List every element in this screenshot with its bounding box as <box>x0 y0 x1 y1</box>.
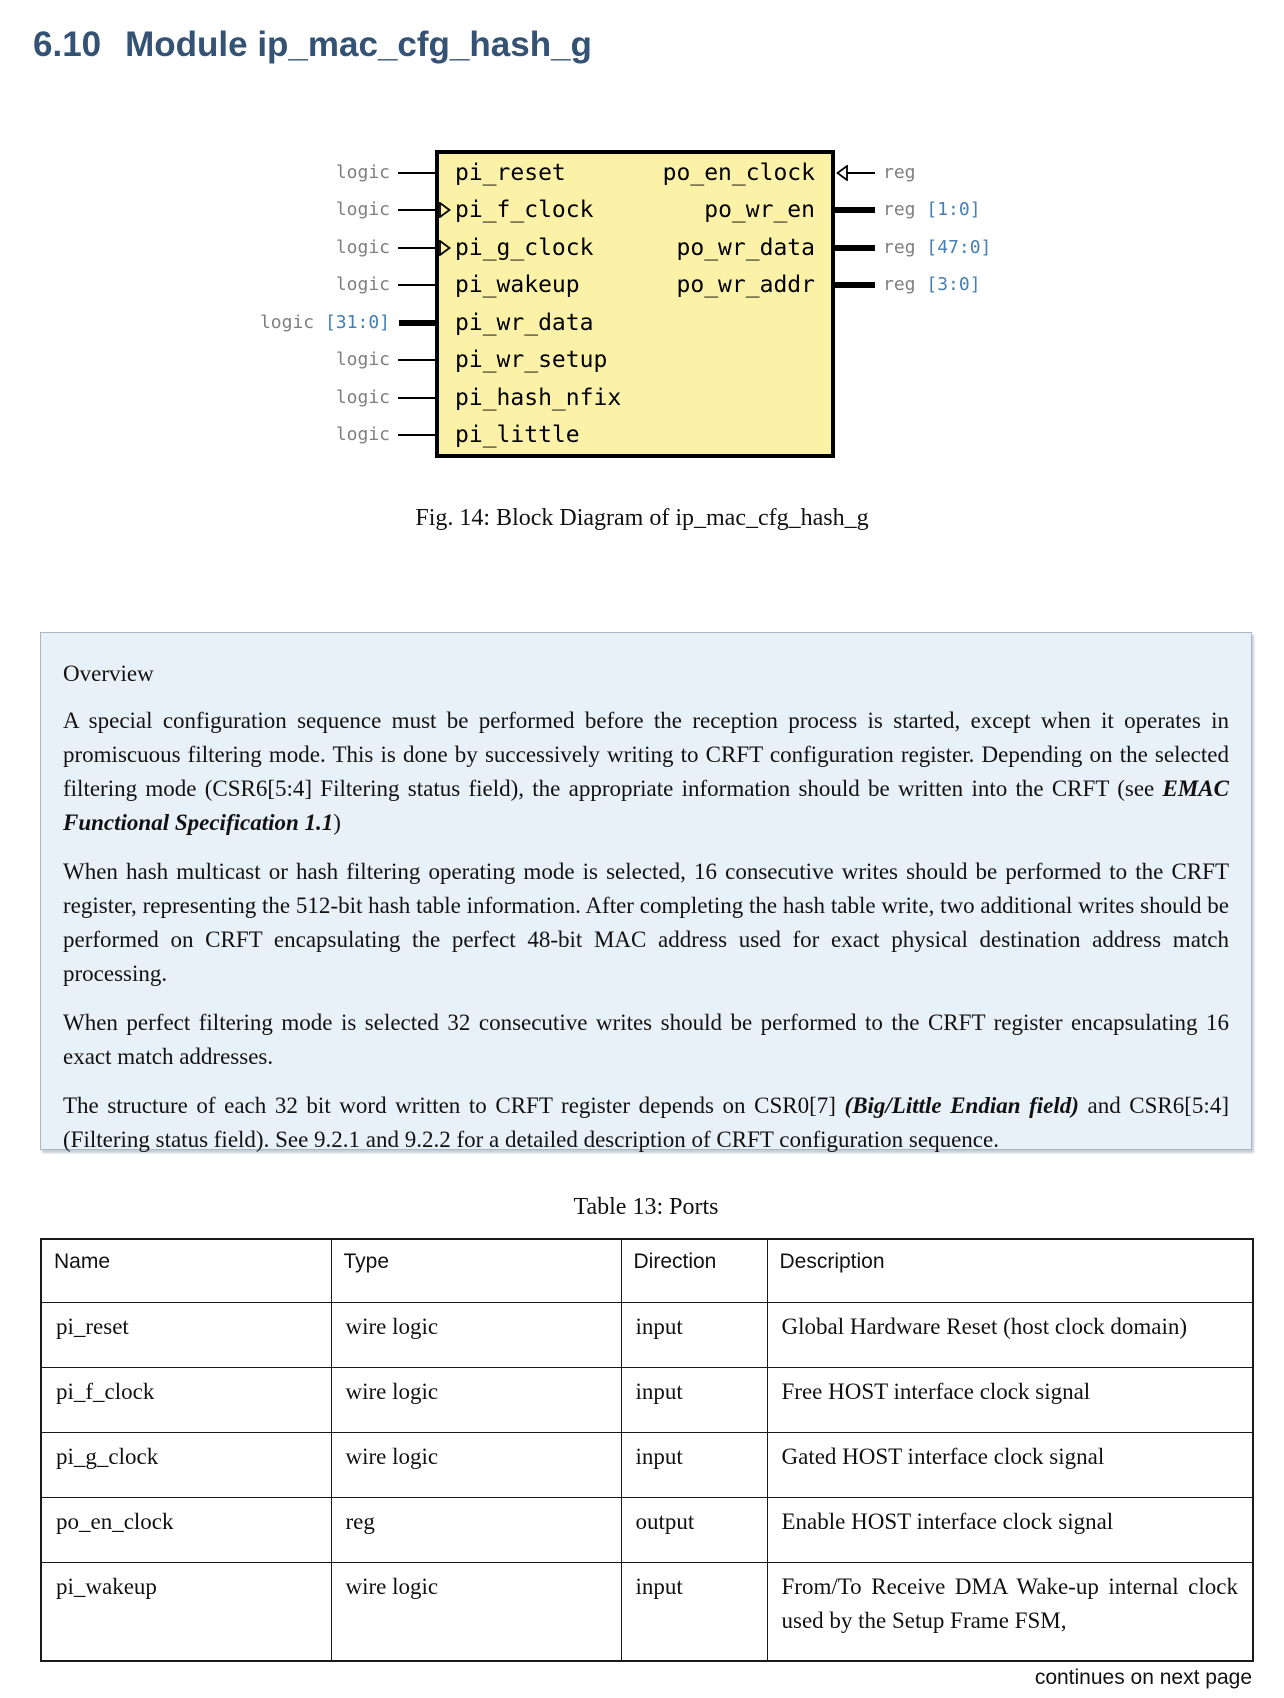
signal-type-text: logic <box>335 386 390 408</box>
port-type-cell: wire logic <box>331 1302 621 1367</box>
column-header: Description <box>767 1239 1253 1302</box>
column-header: Direction <box>621 1239 767 1302</box>
port-type-label <box>150 387 390 409</box>
port-label: pi_g_clock <box>455 234 594 261</box>
port-direction-cell: input <box>621 1432 767 1497</box>
port-description-cell: From/To Receive DMA Wake-up internal clock used by the Setup Frame FSM, <box>767 1562 1253 1661</box>
signal-type-text: reg <box>883 199 916 221</box>
paragraph-text: The structure of each 32 bit word written to CRFT register depends on CSR0[7] <box>63 1093 845 1118</box>
port-label: pi_wr_data <box>455 309 594 336</box>
signal-range-text: [31:0] <box>324 311 390 333</box>
wire <box>398 359 435 361</box>
port-type-cell: wire logic <box>331 1562 621 1661</box>
wire <box>398 284 435 286</box>
port-label: pi_wr_setup <box>455 347 608 374</box>
signal-type-text: reg <box>883 274 916 296</box>
bus-wire <box>835 282 875 288</box>
signal-type-text: reg <box>883 161 916 183</box>
port-type-cell: reg <box>331 1497 621 1562</box>
emphasized-text: (Big/Little Endian field) <box>844 1093 1079 1118</box>
signal-type-text: logic <box>335 236 390 258</box>
port-name-cell: pi_g_clock <box>41 1432 331 1497</box>
table-row <box>41 1302 1253 1367</box>
section-heading <box>33 22 592 68</box>
module-box <box>435 150 835 458</box>
overview-title: Overview <box>63 661 154 686</box>
bus-wire <box>835 245 875 251</box>
overview-admonition <box>40 632 1252 1150</box>
signal-range-text: [47:0] <box>926 236 992 258</box>
port-type-label <box>883 274 981 296</box>
port-description-cell: Global Hardware Reset (host clock domain) <box>767 1302 1253 1367</box>
port-direction-cell: input <box>621 1367 767 1432</box>
wire <box>847 172 875 174</box>
port-name-cell: po_en_clock <box>41 1497 331 1562</box>
section-number: 6.10 <box>33 25 102 64</box>
figure-caption: Fig. 14: Block Diagram of ip_mac_cfg_hash_g <box>415 505 869 531</box>
port-label: pi_f_clock <box>455 197 594 224</box>
port-label: pi_wakeup <box>455 272 580 299</box>
overview-paragraph <box>63 704 1229 840</box>
wire <box>398 397 435 399</box>
paragraph-text: and CSR6[5:4] (Filtering status field). See 9.2.1 and 9.2.2 for a detailed description of CRFT configuration sequence. <box>63 1093 1229 1152</box>
ports-table <box>40 1238 1254 1662</box>
port-type-label <box>150 162 390 184</box>
port-label: pi_reset <box>455 159 566 186</box>
port-type-label <box>150 312 390 334</box>
column-header: Type <box>331 1239 621 1302</box>
bus-wire <box>399 320 435 326</box>
port-label: pi_hash_nfix <box>455 384 622 411</box>
port-name-cell: pi_wakeup <box>41 1562 331 1661</box>
port-type-cell: wire logic <box>331 1432 621 1497</box>
wire <box>398 172 435 174</box>
port-name-cell: pi_reset <box>41 1302 331 1367</box>
block-diagram <box>0 150 1284 480</box>
overview-body <box>63 704 1229 1157</box>
wire <box>398 247 435 249</box>
port-type-label <box>150 237 390 259</box>
emphasized-text: EMAC Functional Specification 1.1 <box>63 776 1229 835</box>
output-arrow-icon <box>836 165 848 181</box>
port-label: po_wr_data <box>676 234 815 261</box>
signal-range-text: [1:0] <box>926 199 981 221</box>
port-type-label <box>150 349 390 371</box>
table-row <box>41 1432 1253 1497</box>
clock-marker-icon <box>439 240 451 256</box>
table-header-row <box>41 1239 1253 1302</box>
paragraph-text: ) <box>333 810 341 835</box>
port-label: po_wr_addr <box>676 272 815 299</box>
signal-type-text: logic <box>335 199 390 221</box>
overview-paragraph <box>63 1089 1229 1157</box>
port-description-cell: Gated HOST interface clock signal <box>767 1432 1253 1497</box>
port-label: pi_little <box>455 422 580 449</box>
port-type-label <box>150 199 390 221</box>
section-title: Module ip_mac_cfg_hash_g <box>125 25 592 64</box>
column-header: Name <box>41 1239 331 1302</box>
wire <box>398 434 435 436</box>
signal-type-text: logic <box>335 349 390 371</box>
port-type-label <box>150 424 390 446</box>
paragraph-text: When hash multicast or hash filtering operating mode is selected, 16 consecutive writes should be performed to the CRFT register, representing the 512-bit hash table information. After completing the hash table write, two additional writes should be performed on CRFT encapsulating the perfect 48-bit MAC address used for exact physical destination address match processing. <box>63 859 1229 986</box>
paragraph-text: A special configuration sequence must be performed before the reception process is started, except when it operates in promiscuous filtering mode. This is done by successively writing to CRFT configuration register. Depending on the selected filtering mode (CSR6[5:4] Filtering status field), the appropriate information should be written into the CRFT (see <box>63 708 1229 801</box>
paragraph-text: When perfect filtering mode is selected 32 consecutive writes should be performed to the CRFT register encapsulating 16 exact match addresses. <box>63 1010 1229 1069</box>
continues-note: continues on next page <box>1034 1666 1252 1689</box>
table-row <box>41 1562 1253 1661</box>
table-caption: Table 13: Ports <box>573 1194 719 1220</box>
port-direction-cell: input <box>621 1302 767 1367</box>
port-label: po_en_clock <box>662 159 815 186</box>
port-description-cell: Free HOST interface clock signal <box>767 1367 1253 1432</box>
signal-type-text: logic <box>335 161 390 183</box>
signal-type-text: reg <box>883 236 916 258</box>
overview-paragraph <box>63 1006 1229 1074</box>
signal-type-text: logic <box>335 274 390 296</box>
wire <box>398 209 435 211</box>
port-label: po_wr_en <box>704 197 815 224</box>
signal-type-text: logic <box>259 311 315 333</box>
bus-wire <box>835 207 875 213</box>
port-type-label <box>883 162 916 184</box>
port-type-cell: wire logic <box>331 1367 621 1432</box>
port-type-label <box>150 274 390 296</box>
signal-type-text: logic <box>335 424 390 446</box>
signal-range-text: [3:0] <box>926 274 981 296</box>
table-row <box>41 1497 1253 1562</box>
port-type-label <box>883 237 991 259</box>
port-description-cell: Enable HOST interface clock signal <box>767 1497 1253 1562</box>
clock-marker-icon <box>439 202 451 218</box>
table-row <box>41 1367 1253 1432</box>
overview-paragraph <box>63 855 1229 991</box>
port-direction-cell: input <box>621 1562 767 1661</box>
port-name-cell: pi_f_clock <box>41 1367 331 1432</box>
port-direction-cell: output <box>621 1497 767 1562</box>
port-type-label <box>883 199 981 221</box>
